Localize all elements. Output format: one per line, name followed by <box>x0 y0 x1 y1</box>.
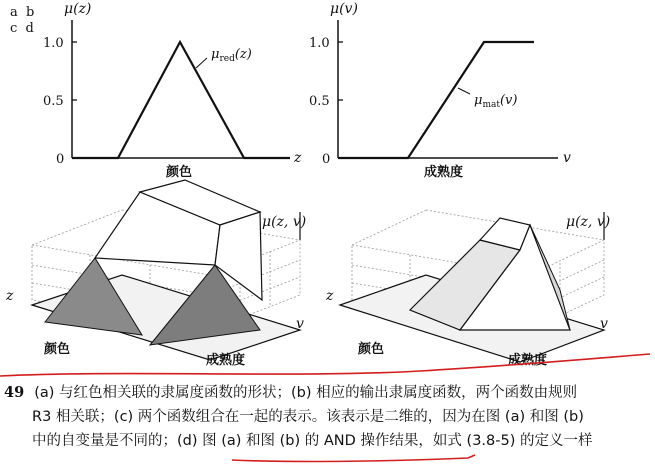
panel-a <box>43 1 302 180</box>
panel-d <box>325 210 610 368</box>
panel-c-v-label: v <box>296 316 304 332</box>
panel-a-y-label: μ(z) <box>64 1 92 17</box>
panel-a-tick-0-label: 0 <box>56 152 65 167</box>
panel-b-x-caption: 成熟度 <box>424 165 464 180</box>
caption-line-2: R3 相关联；(c) 两个函数组合在一起的表示。该表示是二维的，因为在图 (a) 和图 (b) <box>32 409 584 425</box>
panel-d-z-label: z <box>326 288 334 304</box>
panel-letters-row2: c d <box>10 21 34 36</box>
panel-b-curve-label: $\mu_{mat}(v)$ <box>474 93 518 110</box>
caption-line-1-text: (a) 与红色相关联的隶属度函数的形状；(b) 相应的输出隶属度函数，两个函数由规则 <box>34 385 578 401</box>
panel-a-x-label: z <box>294 150 302 166</box>
caption-line-1 <box>4 381 652 405</box>
panel-b-tick-05-label: 0.5 <box>309 94 330 109</box>
caption-line-3: 中的自变量是不同的；(d) 图 (a) 和图 (b) 的 AND 操作结果，如式 (3.8-5) 的定义一样 <box>32 433 593 449</box>
panel-d-v-label: v <box>600 316 608 332</box>
red-annotation-line <box>0 354 650 376</box>
figure-number: 49 <box>4 384 25 401</box>
panel-a-x-caption: 颜色 <box>166 165 193 180</box>
panel-b-tick-0-label: 0 <box>322 152 331 167</box>
panel-b-curve-pointer <box>458 88 470 94</box>
panel-a-tick-1-label: 1.0 <box>43 36 64 51</box>
panel-c-z-label: z <box>6 288 14 304</box>
panel-c-z-caption: 颜色 <box>44 342 71 357</box>
figure-caption <box>4 381 652 453</box>
panel-c <box>5 180 306 368</box>
panel-b-tick-1-label: 1.0 <box>309 36 330 51</box>
panel-a-curve <box>72 42 290 158</box>
panel-d-vert-label: μ(z, v) <box>566 214 611 230</box>
panel-c-vert-label: μ(z, v) <box>262 214 307 230</box>
panel-letters-row1: a b <box>10 5 35 20</box>
panel-b <box>309 1 571 180</box>
panel-d-z-caption: 颜色 <box>358 342 385 357</box>
panel-b-y-label: μ(v) <box>330 1 358 17</box>
panel-a-curve-pointer <box>196 58 207 68</box>
panel-b-x-label: v <box>563 150 571 166</box>
panel-a-curve-label: $\mu_{red}(z)$ <box>211 47 252 64</box>
panel-c-v-caption: 成熟度 <box>206 353 246 368</box>
red-underline <box>232 455 475 461</box>
panel-a-tick-05-label: 0.5 <box>43 94 64 109</box>
panel-d-v-caption: 成熟度 <box>508 353 548 368</box>
